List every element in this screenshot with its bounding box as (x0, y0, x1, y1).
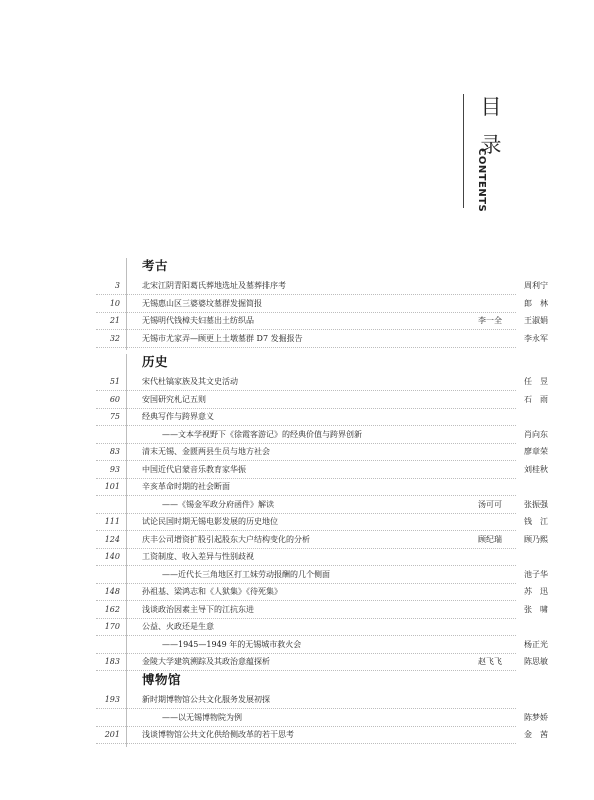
entry-title: 浅谈博物馆公共文化供给侧改革的若干思考 (142, 730, 294, 739)
entry-title: 无锡市尤家弄—顾更上土墩墓群 D7 发掘报告 (142, 333, 303, 343)
toc-entry[interactable] (0, 692, 594, 708)
entry-author: 李一全 (478, 316, 502, 325)
entry-author: 钱 江 (524, 517, 548, 526)
toc-entry[interactable] (0, 584, 594, 600)
dotted-leader (96, 743, 516, 744)
entry-title: 安国研究札记五则 (142, 394, 206, 404)
section-title: 历史 (142, 354, 169, 369)
entry-author: 杨正光 (524, 639, 548, 649)
page-number: 75 (109, 412, 120, 421)
entry-title: 新时期博物馆公共文化服务发展初探 (142, 695, 270, 704)
entry-author: 池子华 (524, 569, 548, 579)
entry-author: 肖向东 (524, 429, 548, 439)
page-number: 183 (104, 657, 120, 666)
entry-title: 孙祖基、梁鸿志和《人狱集》《待死集》 (142, 587, 282, 596)
entry-author: 苏 迅 (524, 587, 548, 596)
page-number: 51 (109, 377, 120, 386)
entry-title: 浅谈政治因素主导下的江抗东进 (142, 604, 254, 614)
toc-entry[interactable] (0, 313, 594, 329)
entry-title: 中国近代启蒙音乐教育家华振 (142, 464, 246, 474)
entry-author: 赵飞飞 (478, 657, 502, 666)
toc-entry[interactable] (0, 549, 594, 565)
entry-subtitle: ——近代长三角地区打工妹劳动报酬的几个侧面 (162, 569, 330, 579)
toc-entry[interactable] (0, 444, 594, 460)
contents-title-char: 目 (480, 95, 502, 119)
entry-title: 试论民国时期无锡电影发展的历史地位 (142, 517, 278, 526)
toc-entry[interactable] (0, 602, 594, 618)
toc-entry[interactable] (0, 619, 594, 635)
toc-entry[interactable] (0, 427, 594, 443)
entry-title: 工资制度、收入差异与性别歧视 (142, 552, 254, 561)
entry-author: 李永军 (524, 333, 548, 343)
entry-author: 廖章荣 (524, 447, 548, 456)
entry-author: 郎 林 (524, 298, 548, 308)
toc-entry[interactable] (0, 479, 594, 495)
entry-title: 清末无锡、金匮两县生员与地方社会 (142, 447, 270, 456)
entry-author: 顾纪瑞 (478, 534, 502, 544)
page-number: 148 (104, 587, 120, 596)
toc-entry[interactable] (0, 710, 594, 726)
entry-author: 顾乃熙 (524, 534, 548, 544)
contents-title-char: 录 (480, 133, 502, 157)
entry-title: 无锡惠山区三婆婆坟墓群发掘简报 (142, 298, 262, 308)
entry-author: 金 茜 (524, 730, 548, 739)
entry-author: 刘桂秋 (524, 464, 548, 474)
toc-entry[interactable] (0, 654, 594, 670)
toc-entry[interactable] (0, 331, 594, 347)
toc-entry[interactable] (0, 514, 594, 530)
toc-entry[interactable] (0, 637, 594, 653)
page-number: 3 (114, 281, 120, 290)
page-number: 111 (104, 517, 120, 526)
masthead-rule (463, 94, 464, 208)
page-number: 124 (104, 534, 120, 544)
entry-author: 任 昱 (524, 377, 548, 386)
page-number: 201 (104, 730, 120, 739)
page-number: 170 (104, 622, 120, 631)
page-number: 140 (104, 552, 120, 561)
toc-entry[interactable] (0, 567, 594, 583)
page-number: 101 (104, 482, 120, 491)
entry-subtitle: ——文本学视野下《徐霞客游记》的经典价值与跨界创新 (162, 429, 362, 439)
page-number: 21 (109, 316, 120, 325)
entry-author: 张振强 (524, 499, 548, 509)
entry-title: 金陵大学建筑溯踪及其政治意蕴探析 (142, 657, 270, 666)
entry-author: 汤可可 (478, 499, 502, 509)
contents-subtitle: CONTENTS (476, 148, 487, 213)
page-number: 93 (109, 464, 120, 474)
entry-title: 庆丰公司增资扩股引起股东大户结构变化的分析 (142, 534, 310, 544)
toc-entry[interactable] (0, 278, 594, 294)
dotted-leader (96, 347, 516, 348)
entry-author: 陈梦娇 (524, 712, 548, 722)
entry-title: 公益、火政还是生意 (142, 622, 214, 631)
toc-entry[interactable] (0, 296, 594, 312)
entry-subtitle: ——以无锡博物院为例 (162, 712, 242, 722)
page-number: 32 (109, 333, 120, 343)
toc-entry[interactable] (0, 374, 594, 390)
section-title: 考古 (142, 258, 169, 273)
entry-author: 陈思敏 (524, 657, 548, 666)
section-title: 博物馆 (142, 672, 182, 687)
toc-entry[interactable] (0, 409, 594, 425)
entry-author: 石 雨 (524, 394, 548, 404)
entry-subtitle: ——1945—1949 年的无锡城市救火会 (162, 639, 302, 649)
entry-subtitle: ——《锡金军政分府函件》解读 (162, 499, 274, 509)
toc-entry[interactable] (0, 497, 594, 513)
entry-author: 周利宁 (524, 281, 548, 290)
toc-entry[interactable] (0, 462, 594, 478)
entry-author: 王淑娟 (524, 316, 548, 325)
toc-entry[interactable] (0, 532, 594, 548)
toc-entry[interactable] (0, 727, 594, 743)
entry-title: 辛亥革命时期的社会断面 (142, 482, 230, 491)
entry-title: 北宋江阴青阳葛氏葬地选址及墓葬排序考 (142, 281, 286, 290)
entry-title: 宋代杜镐家族及其文史活动 (142, 377, 238, 386)
page-number: 60 (109, 394, 120, 404)
page-number: 83 (109, 447, 120, 456)
page-number: 10 (109, 298, 120, 308)
entry-title: 经典写作与跨界意义 (142, 412, 214, 421)
toc-entry[interactable] (0, 392, 594, 408)
entry-title: 无锡明代钱樟夫妇墓出土纺织品 (142, 316, 254, 325)
page-number: 193 (104, 695, 120, 704)
entry-author: 张 啸 (524, 604, 548, 614)
page-number: 162 (104, 604, 120, 614)
